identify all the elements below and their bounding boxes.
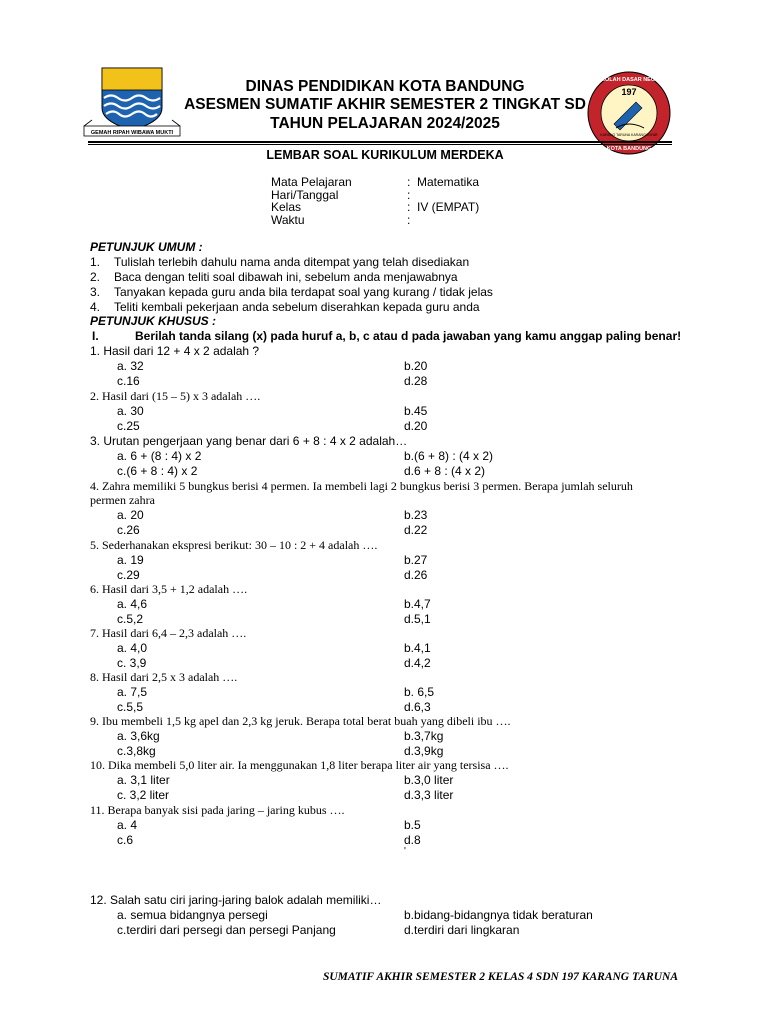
instruction-text: Tanyakan kepada guru anda bila terdapat soal yang kurang / tidak jelas bbox=[114, 285, 493, 299]
question-3: 3. Urutan pengerjaan yang benar dari 6 + 8 : 4 x 2 adalah… bbox=[90, 434, 408, 448]
question-1: 1. Hasil dari 12 + 4 x 2 adalah ? bbox=[90, 344, 260, 358]
option-b[interactable]: b.20 bbox=[404, 359, 428, 373]
info-value: IV (EMPAT) bbox=[417, 200, 480, 215]
option-d[interactable]: d.26 bbox=[404, 568, 428, 582]
option-c[interactable]: c.26 bbox=[117, 523, 140, 537]
header-divider-thick bbox=[88, 141, 672, 143]
option-b[interactable]: b.4,1 bbox=[404, 641, 431, 655]
question-9: 9. Ibu membeli 1,5 kg apel dan 2,3 kg jeruk. Berapa total berat buah yang dibeli ibu …. bbox=[90, 714, 511, 728]
option-b[interactable]: b.27 bbox=[404, 553, 428, 567]
option-b[interactable]: b. 6,5 bbox=[404, 685, 435, 699]
option-d[interactable]: d.5,1 bbox=[404, 612, 431, 626]
option-d[interactable]: d.22 bbox=[404, 523, 428, 537]
info-value: Matematika bbox=[417, 175, 480, 189]
instruction-text: Teliti kembali pekerjaan anda sebelum diserahkan kepada guru anda bbox=[114, 300, 480, 314]
option-b[interactable]: b.45 bbox=[404, 404, 428, 418]
option-b[interactable]: b.bidang-bidangnya tidak beraturan bbox=[404, 908, 593, 922]
option-b[interactable]: b.4,7 bbox=[404, 597, 431, 611]
option-a[interactable]: a. 4 bbox=[117, 818, 138, 832]
header-agency-title: DINAS PENDIDIKAN KOTA BANDUNG bbox=[245, 78, 525, 95]
header-divider-thin bbox=[88, 144, 672, 145]
instruction-text: Tulislah terlebih dahulu nama anda ditempat yang telah disediakan bbox=[114, 255, 470, 269]
section-instruction: Berilah tanda silang (x) pada huruf a, b, c atau d pada jawaban yang kamu anggap paling benar! bbox=[135, 329, 682, 343]
info-label: Kelas bbox=[271, 200, 302, 215]
question-6: 6. Hasil dari 3,5 + 1,2 adalah …. bbox=[90, 582, 248, 596]
option-a[interactable]: a. 4,6 bbox=[117, 597, 148, 611]
option-d[interactable]: d.3,9kg bbox=[404, 744, 444, 758]
header-exam-title: ASESMEN SUMATIF AKHIR SEMESTER 2 TINGKAT SD bbox=[184, 96, 586, 113]
worksheet-subtitle: LEMBAR SOAL KURIKULUM MERDEKA bbox=[266, 148, 504, 162]
question-10: 10. Dika membeli 5,0 liter air. Ia menggunakan 1,8 liter berapa liter air yang tersisa …. bbox=[90, 758, 509, 772]
option-c[interactable]: c.(6 + 8 : 4) x 2 bbox=[117, 464, 198, 478]
option-d[interactable]: d.28 bbox=[404, 374, 428, 388]
option-c[interactable]: c. 3,9 bbox=[117, 656, 147, 670]
option-b[interactable]: b.3,0 liter bbox=[404, 773, 454, 787]
option-a[interactable]: a. 20 bbox=[117, 508, 144, 522]
option-a[interactable]: a. 19 bbox=[117, 553, 144, 567]
option-c[interactable]: c.3,8kg bbox=[117, 744, 156, 758]
option-d[interactable]: d.6,3 bbox=[404, 700, 431, 714]
option-a[interactable]: a. 6 + (8 : 4) x 2 bbox=[117, 449, 202, 463]
info-colon: : bbox=[407, 175, 411, 189]
section-number: I. bbox=[92, 329, 99, 343]
option-a[interactable]: a. 7,5 bbox=[117, 685, 148, 699]
option-a[interactable]: a. 4,0 bbox=[117, 641, 148, 655]
option-c[interactable]: c.5,5 bbox=[117, 700, 144, 714]
option-a[interactable]: a. 3,1 liter bbox=[117, 773, 170, 787]
svg-text:KOTA BANDUNG: KOTA BANDUNG bbox=[606, 146, 652, 152]
option-c[interactable]: c.16 bbox=[117, 374, 140, 388]
instruction-number: 3. bbox=[90, 285, 101, 299]
instruction-number: 4. bbox=[90, 300, 101, 314]
svg-text:197: 197 bbox=[621, 87, 637, 97]
general-instructions-title: PETUNJUK UMUM : bbox=[90, 240, 203, 254]
option-b[interactable]: b.5 bbox=[404, 818, 421, 832]
option-c[interactable]: c.25 bbox=[117, 419, 140, 433]
option-c[interactable]: c.6 bbox=[117, 833, 134, 847]
option-d[interactable]: d.8 bbox=[404, 833, 421, 847]
question-7: 7. Hasil dari 6,4 – 2,3 adalah …. bbox=[90, 626, 247, 640]
option-d[interactable]: d.4,2 bbox=[404, 656, 431, 670]
svg-text:KARANG TARUNA KARANGANYAR: KARANG TARUNA KARANGANYAR bbox=[600, 133, 658, 137]
question-12: 12. Salah satu ciri jaring-jaring balok adalah memiliki… bbox=[90, 893, 382, 907]
page-footer: SUMATIF AKHIR SEMESTER 2 KELAS 4 SDN 197 KARANG TARUNA bbox=[322, 971, 678, 983]
option-a[interactable]: a. 3,6kg bbox=[117, 729, 160, 743]
option-c[interactable]: c.29 bbox=[117, 568, 140, 582]
option-c[interactable]: c.5,2 bbox=[117, 612, 144, 626]
info-colon: : bbox=[407, 212, 411, 227]
stray-mark: ' bbox=[404, 846, 406, 857]
instruction-number: 2. bbox=[90, 270, 101, 284]
header-school-year: TAHUN PELAJARAN 2024/2025 bbox=[270, 115, 500, 132]
question-2: 2. Hasil dari (15 – 5) x 3 adalah …. bbox=[90, 389, 261, 403]
instruction-number: 1. bbox=[90, 255, 101, 269]
option-c[interactable]: c. 3,2 liter bbox=[117, 788, 170, 802]
question-5: 5. Sederhanakan ekspresi berikut: 30 – 10 : 2 + 4 adalah …. bbox=[90, 538, 378, 552]
svg-text:SEKOLAH DASAR NEGERI: SEKOLAH DASAR NEGERI bbox=[593, 77, 665, 83]
info-colon: : bbox=[407, 200, 411, 215]
info-colon: : bbox=[407, 187, 411, 202]
option-b[interactable]: b.3,7kg bbox=[404, 729, 444, 743]
info-label: Mata Pelajaran bbox=[271, 175, 352, 189]
info-label: Hari/Tanggal bbox=[271, 187, 339, 202]
option-a[interactable]: a. 32 bbox=[117, 359, 144, 373]
option-a[interactable]: a. 30 bbox=[117, 404, 144, 418]
option-a[interactable]: a. semua bidangnya persegi bbox=[117, 908, 268, 922]
option-d[interactable]: d.3,3 liter bbox=[404, 788, 454, 802]
option-b[interactable]: b.23 bbox=[404, 508, 428, 522]
option-c[interactable]: c.terdiri dari persegi dan persegi Panjang bbox=[117, 923, 336, 937]
specific-instructions-title: PETUNJUK KHUSUS : bbox=[90, 314, 217, 328]
option-d[interactable]: d.terdiri dari lingkaran bbox=[404, 923, 520, 937]
option-d[interactable]: d.20 bbox=[404, 419, 428, 433]
svg-text:GEMAH RIPAH WIBAWA MUKTI: GEMAH RIPAH WIBAWA MUKTI bbox=[90, 130, 174, 136]
info-label: Waktu bbox=[271, 212, 305, 227]
question-8: 8. Hasil dari 2,5 x 3 adalah …. bbox=[90, 670, 238, 684]
question-4: 4. Zahra memiliki 5 bungkus berisi 4 permen. Ia membeli lagi 2 bungkus berisi 3 permen. Berapa jumlah seluruh permen zahra bbox=[90, 479, 633, 507]
option-b[interactable]: b.(6 + 8) : (4 x 2) bbox=[404, 449, 494, 463]
question-11: 11. Berapa banyak sisi pada jaring – jaring kubus …. bbox=[90, 803, 345, 817]
option-d[interactable]: d.6 + 8 : (4 x 2) bbox=[404, 464, 486, 478]
instruction-text: Baca dengan teliti soal dibawah ini, sebelum anda menjawabnya bbox=[114, 270, 458, 284]
